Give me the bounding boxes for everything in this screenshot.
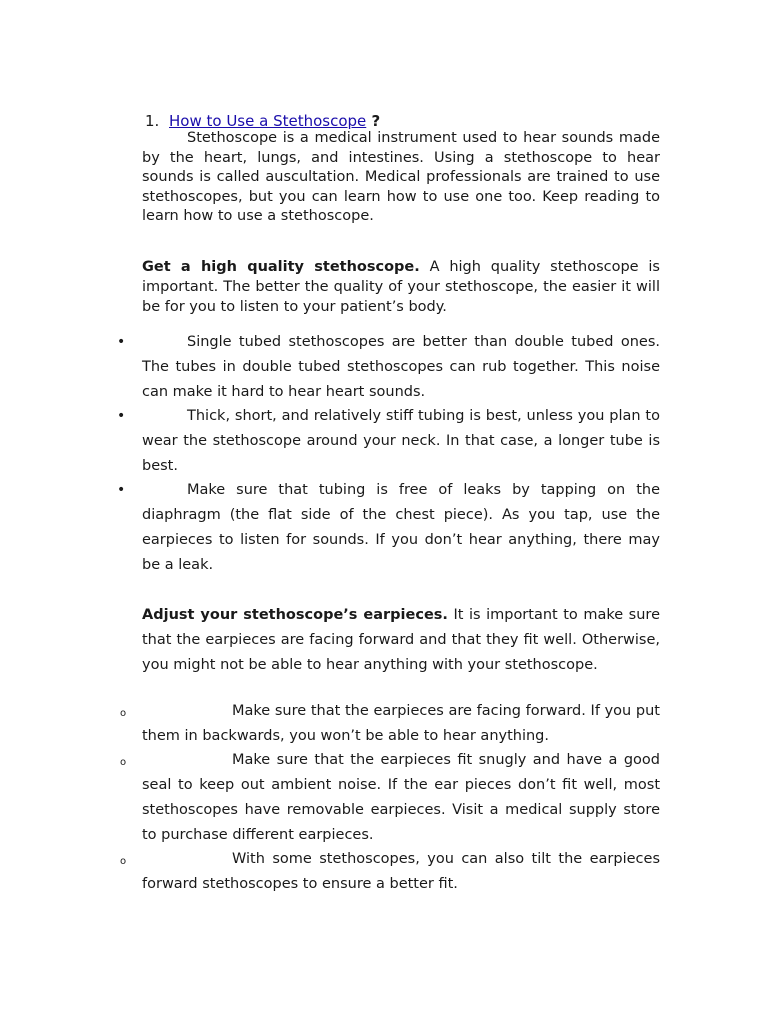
- list-item: Single tubed stethoscopes are better than double tubed ones. The tubes in double tubed stethoscopes can rub together. This noise can make it hard to hear heart sounds.: [142, 334, 660, 400]
- list-item: Make sure that the earpieces are facing forward. If you put them in backwards, you won’t be able to hear anything.: [142, 703, 660, 744]
- list-item: Make sure that tubing is free of leaks by tapping on the diaphragm (the flat side of the chest piece). As you tap, use the earpieces to listen for sounds. If you don’t hear anything, there may be a leak.: [142, 482, 660, 573]
- circle-bullet-marker: o: [120, 856, 127, 867]
- section-heading: [145, 111, 380, 131]
- list-item: Make sure that the earpieces fit snugly and have a good seal to keep out ambient noise. If the ear pieces don’t fit well, most stethoscopes have removable earpieces. Visit a medical supply store to purchase different earpieces.: [142, 752, 660, 843]
- list-item: Thick, short, and relatively stiff tubing is best, unless you plan to wear the stethoscope around your neck. In that case, a longer tube is best.: [142, 408, 660, 474]
- section2-bold-lead: Adjust your stethoscope’s earpieces.: [142, 607, 448, 623]
- section1-text: A high quality stethoscope is important. The better the quality of your stethoscope, the easier it will be for you to listen to your patient’s body.: [142, 259, 660, 315]
- circle-bullet-marker: o: [120, 708, 127, 719]
- section1-paragraph: [142, 257, 660, 317]
- circle-bullet-marker: o: [120, 757, 127, 768]
- heading-link[interactable]: How to Use a Stethoscope: [169, 112, 367, 130]
- heading-suffix: ?: [366, 112, 381, 130]
- section1-bold-lead: Get a high quality stethoscope.: [142, 259, 420, 275]
- list-item: With some stethoscopes, you can also tilt the earpieces forward stethoscopes to ensure a better fit.: [142, 851, 660, 892]
- heading-number: 1.: [145, 112, 160, 130]
- intro-paragraph: Stethoscope is a medical instrument used to hear sounds made by the heart, lungs, and intestines. Using a stethoscope to hear sounds is called auscultation. Medical professionals are trained to use stethoscopes, but you can learn how to use one too. Keep reading to learn how to use a stethoscope.: [142, 130, 660, 225]
- bullet-marker: •: [117, 334, 126, 350]
- bullet-marker: •: [117, 482, 126, 498]
- bullet-marker: •: [117, 408, 126, 424]
- section2-paragraph: [142, 603, 660, 678]
- section2-text: It is important to make sure that the earpieces are facing forward and that they fit well. Otherwise, you might not be able to hear anything with your stethoscope.: [142, 607, 660, 673]
